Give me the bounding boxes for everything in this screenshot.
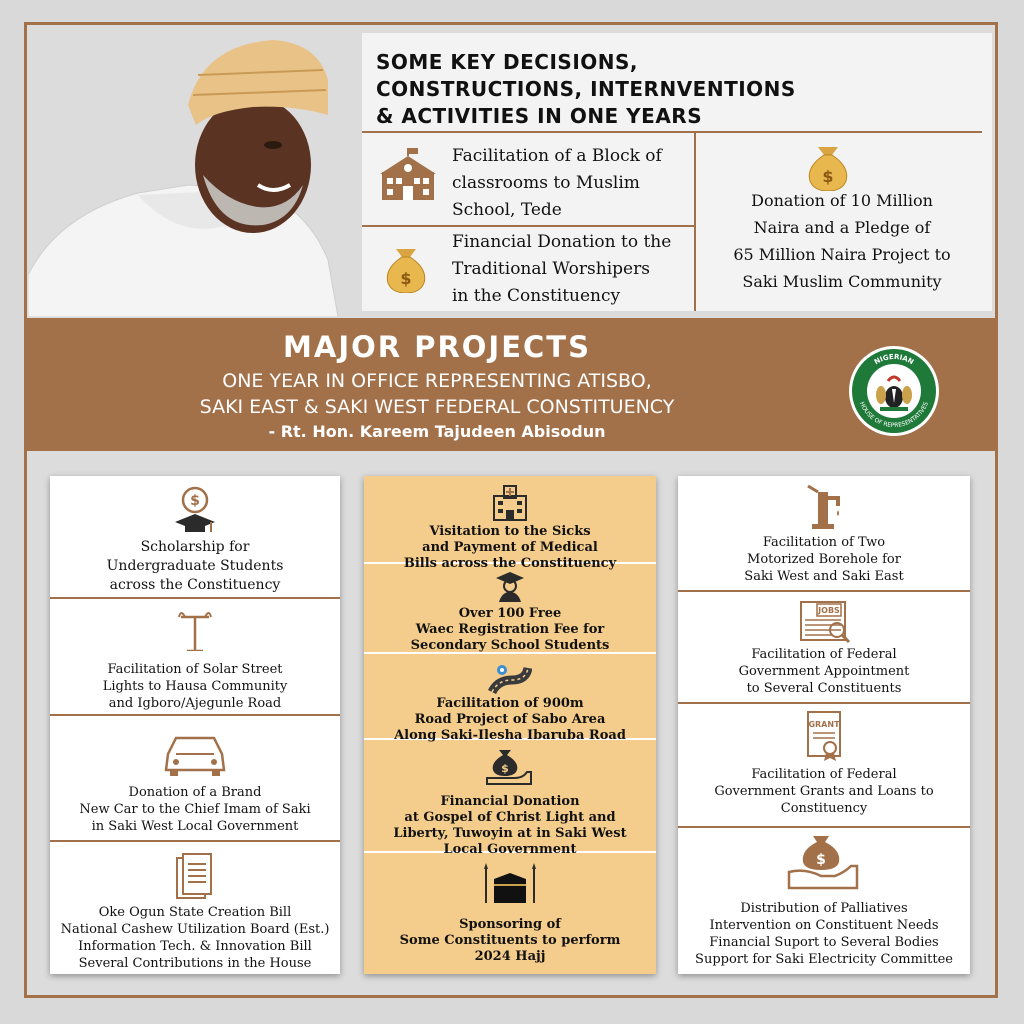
car-icon: [162, 732, 228, 778]
divider: [362, 225, 694, 227]
key-decisions-panel: [362, 33, 992, 311]
svg-text:$: $: [816, 852, 826, 868]
svg-text:$: $: [190, 493, 200, 509]
banner-author: - Rt. Hon. Kareem Tajudeen Abisodun: [268, 422, 606, 441]
svg-text:JOBS: JOBS: [818, 606, 840, 615]
money-hand-icon: [785, 832, 863, 890]
project-item-car-donation: Donation of a Brand New Car to the Chief Imam of Saki in Saki West Local Government: [50, 716, 340, 842]
project-item-palliatives: $ Distribution of Palliatives Intervention on Constituent Needs Financial Suport to Several Bodies Support for Saki Electricity Committee: [678, 828, 970, 974]
school-building-icon: [378, 148, 438, 202]
svg-text:NIGERIAN: NIGERIAN: [872, 352, 916, 367]
house-of-representatives-seal: [848, 345, 940, 437]
project-item-bills: Oke Ogun State Creation Bill National Cashew Utilization Board (Est.) Information Tech. & Innovation Bill Several Contributions in the House: [50, 842, 340, 974]
banner-subtitle: ONE YEAR IN OFFICE REPRESENTING ATISBO,: [222, 370, 652, 392]
svg-text:$: $: [501, 762, 509, 775]
representative-portrait: [28, 25, 358, 317]
street-light-icon: [175, 607, 215, 651]
road-icon: [488, 660, 532, 694]
project-item-borehole: Facilitation of Two Motorized Borehole for Saki West and Saki East: [678, 476, 970, 592]
decision-item-classrooms: Facilitation of a Block of classrooms to Muslim School, Tede: [452, 146, 662, 220]
svg-text:GRANT: GRANT: [808, 720, 840, 729]
project-item-medical-bills: Visitation to the Sicks and Payment of Medical Bills across the Constituency: [364, 476, 656, 564]
water-pump-icon: [804, 484, 844, 530]
divider: [694, 133, 696, 311]
project-item-hajj: Sponsoring of Some Constituents to perform 2024 Hajj: [364, 853, 656, 974]
project-item-road-project: Facilitation of 900m Road Project of Sabo Area Along Saki-Ilesha Ibaruba Road: [364, 654, 656, 740]
money-bag-icon: [804, 137, 852, 191]
banner-subtitle: SAKI EAST & SAKI WEST FEDERAL CONSTITUENCY: [199, 396, 675, 418]
projects-column-left: [50, 476, 340, 974]
projects-column-middle: [364, 476, 656, 974]
graduation-scholarship-icon: [173, 486, 217, 536]
graduate-student-icon: [494, 570, 526, 602]
key-decisions-title: SOME KEY DECISIONS, CONSTRUCTIONS, INTERNVENTIONS & ACTIVITIES IN ONE YEARS: [376, 50, 796, 128]
jobs-newspaper-icon: [797, 598, 851, 644]
project-item-church-donation: $ Financial Donation at Gospel of Christ Light and Liberty, Tuwoyin at in Saki West Local Government: [364, 740, 656, 853]
kaaba-icon: [480, 863, 540, 907]
decision-item-traditional-worshipers: Financial Donation to the Traditional Worshipers in the Constituency: [452, 232, 672, 306]
decision-item-muslim-community-donation: Donation of 10 Million Naira and a Pledge of 65 Million Naira Project to Saki Muslim Community: [733, 191, 951, 291]
svg-text:$: $: [400, 269, 412, 288]
money-hand-icon: [485, 746, 535, 786]
banner-title: MAJOR PROJECTS: [283, 330, 591, 364]
documents-icon: [173, 850, 217, 902]
grant-document-icon: [802, 710, 846, 762]
project-item-solar-street-lights: Facilitation of Solar Street Lights to Hausa Community and Igboro/Ajegunle Road: [50, 599, 340, 716]
project-item-scholarship: $ Scholarship for Undergraduate Students across the Constituency: [50, 476, 340, 599]
projects-column-right: [678, 476, 970, 974]
hospital-icon: [490, 484, 530, 522]
svg-text:$: $: [822, 167, 834, 186]
project-item-government-appointment: JOBS Facilitation of Federal Government Appointment to Several Constituents: [678, 592, 970, 704]
money-bag-icon: [382, 239, 430, 293]
project-item-waec-fee: Over 100 Free Waec Registration Fee for Secondary School Students: [364, 564, 656, 654]
svg-text:HOUSE OF REPRESENTATIVES: HOUSE OF REPRESENTATIVES: [858, 400, 930, 430]
divider: [362, 131, 982, 133]
project-item-grants-loans: GRANT Facilitation of Federal Government Grants and Loans to Constituency: [678, 704, 970, 828]
